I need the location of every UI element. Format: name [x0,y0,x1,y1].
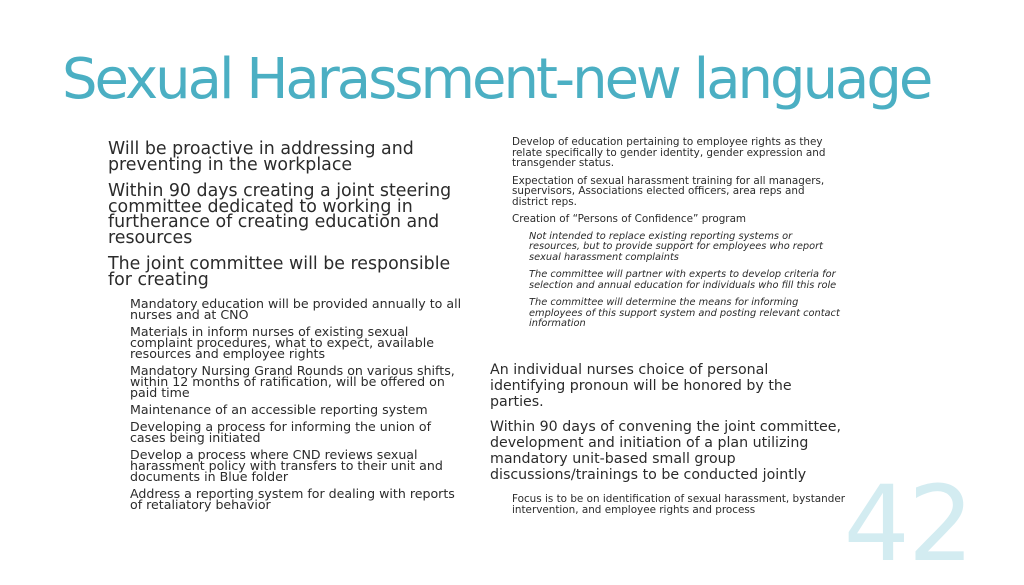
right-point: Creation of “Persons of Confidence” program [512,213,747,225]
right-column-top [512,137,842,337]
right-sub-point: Not intended to replace existing reporting systems or resources, but to provide support for employees who report sexual harassment complaints [529,230,823,263]
right-sub-point: The committee will partner with experts to develop criteria for selection and annual education for individuals who fill this role [529,269,837,291]
right-lower-point: An individual nurses choice of personal identifying pronoun will be honored by the parties. [490,362,792,410]
right-point: Develop of education pertaining to employee rights as they relate specifically to gender identity, gender expression and transgender status. [512,136,826,169]
left-sub-point: Mandatory Nursing Grand Rounds on various shifts, within 12 months of ratification, will be offered on paid time [130,363,455,400]
right-lower-sub-point: Focus is to be on identification of sexual harassment, bystander intervention, and employee rights and process [512,492,845,517]
left-point: Within 90 days creating a joint steering committee dedicated to working in furtherance of creating education and resources [108,181,452,248]
slide-number: 42 [843,463,972,585]
right-point: Expectation of sexual harassment training for all managers, supervisors, Associations elected officers, area reps and district reps. [512,174,825,208]
left-sub-point: Mandatory education will be provided annually to all nurses and at CNO [130,296,462,322]
left-sub-point: Address a reporting system for dealing with reports of retaliatory behavior [130,486,455,512]
right-sub-point: The committee will determine the means for informing employees of this support system and posting relevant contact information [529,297,840,329]
right-lower-point: Within 90 days of convening the joint committee, development and initiation of a plan utilizing mandatory unit-based small group discussions/trainings to be conducted jointly [490,419,842,483]
left-sub-point: Maintenance of an accessible reporting system [130,402,428,417]
left-point: The joint committee will be responsible for creating [108,254,451,290]
left-column [108,139,468,516]
left-sub-point: Develop a process where CND reviews sexual harassment policy with transfers to their unit and documents in Blue folder [130,447,443,484]
left-sub-point: Materials in inform nurses of existing sexual complaint procedures, what to expect, available resources and employee rights [130,324,435,361]
left-sub-point: Developing a process for informing the union of cases being initiated [130,419,432,445]
right-column-bottom [490,363,845,517]
left-point: Will be proactive in addressing and preventing in the workplace [108,139,414,175]
slide-title: Sexual Harassment-new language [62,47,931,112]
